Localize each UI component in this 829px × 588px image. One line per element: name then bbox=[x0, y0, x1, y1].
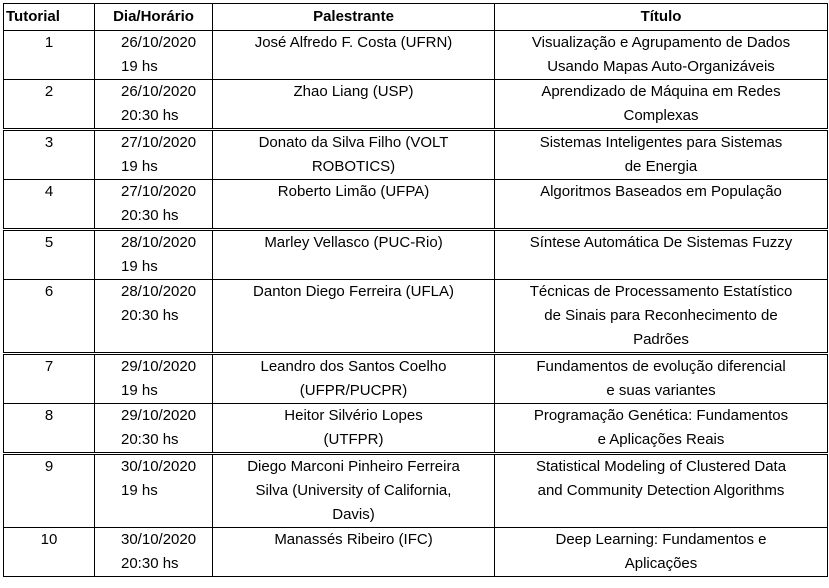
date-time-cell bbox=[95, 280, 213, 354]
title-cell bbox=[495, 180, 828, 230]
title-line: Síntese Automática De Sistemas Fuzzy bbox=[529, 234, 793, 251]
time-text: 19 hs bbox=[121, 382, 158, 399]
title-line: de Sinais para Reconhecimento de bbox=[544, 307, 778, 324]
speaker-line: Roberto Limão (UFPA) bbox=[277, 183, 430, 200]
speaker-cell bbox=[213, 80, 495, 130]
date-text: 30/10/2020 bbox=[121, 531, 197, 548]
table-row bbox=[4, 454, 828, 528]
speaker-line: Zhao Liang (USP) bbox=[293, 83, 414, 100]
tutorial-number-cell bbox=[4, 80, 95, 130]
date-text: 26/10/2020 bbox=[121, 34, 197, 51]
tutorial-number: 6 bbox=[44, 283, 54, 300]
speaker-cell bbox=[213, 130, 495, 180]
header-speaker: Palestrante bbox=[213, 4, 495, 31]
header-row bbox=[4, 4, 828, 31]
time-text: 20:30 hs bbox=[121, 431, 179, 448]
date-text: 27/10/2020 bbox=[121, 183, 197, 200]
time-text: 20:30 hs bbox=[121, 207, 179, 224]
table-row bbox=[4, 31, 828, 80]
speaker-cell bbox=[213, 454, 495, 528]
date-time-cell bbox=[95, 230, 213, 280]
title-cell bbox=[495, 454, 828, 528]
speaker-line: Donato da Silva Filho (VOLT bbox=[258, 134, 449, 151]
title-line: Complexas bbox=[623, 107, 699, 124]
speaker-cell bbox=[213, 230, 495, 280]
table-row bbox=[4, 280, 828, 354]
title-line: and Community Detection Algorithms bbox=[537, 482, 785, 499]
title-line: Algoritmos Baseados em População bbox=[540, 183, 782, 200]
title-line: Aprendizado de Máquina em Redes bbox=[541, 83, 781, 100]
date-time-cell bbox=[95, 354, 213, 404]
title-line: e Aplicações Reais bbox=[597, 431, 725, 448]
tutorial-number-cell bbox=[4, 528, 95, 577]
speaker-cell bbox=[213, 180, 495, 230]
title-cell bbox=[495, 404, 828, 454]
speaker-line: Manassés Ribeiro (IFC) bbox=[274, 531, 433, 548]
title-line: Padrões bbox=[633, 331, 689, 348]
speaker-cell bbox=[213, 280, 495, 354]
speaker-line: Danton Diego Ferreira (UFLA) bbox=[253, 283, 454, 300]
date-text: 28/10/2020 bbox=[121, 234, 197, 251]
title-line: Programação Genética: Fundamentos bbox=[533, 407, 789, 424]
date-time-cell bbox=[95, 80, 213, 130]
tutorial-number-cell bbox=[4, 31, 95, 80]
tutorial-number: 7 bbox=[44, 358, 54, 375]
table-row bbox=[4, 180, 828, 230]
tutorial-number-cell bbox=[4, 354, 95, 404]
tutorial-number: 3 bbox=[44, 134, 54, 151]
time-text: 19 hs bbox=[121, 58, 158, 75]
time-text: 19 hs bbox=[121, 258, 158, 275]
header-date-time: Dia/Horário bbox=[95, 4, 213, 31]
speaker-line: (UTFPR) bbox=[323, 431, 384, 448]
table-row bbox=[4, 230, 828, 280]
date-text: 28/10/2020 bbox=[121, 283, 197, 300]
title-line: Usando Mapas Auto-Organizáveis bbox=[547, 58, 775, 75]
tutorial-number: 10 bbox=[40, 531, 58, 548]
speaker-line: José Alfredo F. Costa (UFRN) bbox=[254, 34, 453, 51]
time-text: 19 hs bbox=[121, 158, 158, 175]
speaker-line: (UFPR/PUCPR) bbox=[299, 382, 408, 399]
speaker-cell bbox=[213, 31, 495, 80]
speaker-cell bbox=[213, 404, 495, 454]
title-cell bbox=[495, 528, 828, 577]
title-line: e suas variantes bbox=[606, 382, 716, 399]
tutorial-number-cell bbox=[4, 230, 95, 280]
speaker-line: Leandro dos Santos Coelho bbox=[260, 358, 447, 375]
date-time-cell bbox=[95, 180, 213, 230]
tutorial-number-cell bbox=[4, 404, 95, 454]
title-line: Statistical Modeling of Clustered Data bbox=[535, 458, 787, 475]
title-cell bbox=[495, 31, 828, 80]
tutorial-number: 1 bbox=[44, 34, 54, 51]
date-time-cell bbox=[95, 454, 213, 528]
table-row bbox=[4, 354, 828, 404]
time-text: 19 hs bbox=[121, 482, 158, 499]
time-text: 20:30 hs bbox=[121, 555, 179, 572]
title-line: de Energia bbox=[624, 158, 698, 175]
tutorial-number: 9 bbox=[44, 458, 54, 475]
speaker-line: Heitor Silvério Lopes bbox=[284, 407, 423, 424]
tutorial-number-cell bbox=[4, 454, 95, 528]
table-row bbox=[4, 80, 828, 130]
date-time-cell bbox=[95, 31, 213, 80]
table-body bbox=[4, 31, 828, 577]
tutorial-number-cell bbox=[4, 280, 95, 354]
speaker-line: Silva (University of California, bbox=[255, 482, 452, 499]
date-time-cell bbox=[95, 528, 213, 577]
speaker-cell bbox=[213, 528, 495, 577]
tutorial-number-cell bbox=[4, 130, 95, 180]
table-row bbox=[4, 404, 828, 454]
time-text: 20:30 hs bbox=[121, 107, 179, 124]
title-cell bbox=[495, 230, 828, 280]
title-line: Fundamentos de evolução diferencial bbox=[536, 358, 786, 375]
title-line: Visualização e Agrupamento de Dados bbox=[531, 34, 791, 51]
table-row bbox=[4, 130, 828, 180]
speaker-line: Marley Vellasco (PUC-Rio) bbox=[264, 234, 443, 251]
tutorial-number: 8 bbox=[44, 407, 54, 424]
table-row bbox=[4, 528, 828, 577]
title-line: Aplicações bbox=[624, 555, 698, 572]
time-text: 20:30 hs bbox=[121, 307, 179, 324]
date-time-cell bbox=[95, 130, 213, 180]
title-line: Técnicas de Processamento Estatístico bbox=[529, 283, 793, 300]
speaker-cell bbox=[213, 354, 495, 404]
speaker-line: Davis) bbox=[332, 506, 375, 523]
date-text: 30/10/2020 bbox=[121, 458, 197, 475]
tutorial-number: 2 bbox=[44, 83, 54, 100]
speaker-line: ROBOTICS) bbox=[311, 158, 396, 175]
title-line: Sistemas Inteligentes para Sistemas bbox=[539, 134, 783, 151]
tutorial-number-cell bbox=[4, 180, 95, 230]
date-text: 29/10/2020 bbox=[121, 407, 197, 424]
title-cell bbox=[495, 280, 828, 354]
date-text: 27/10/2020 bbox=[121, 134, 197, 151]
header-tutorial: Tutorial bbox=[4, 4, 95, 31]
date-text: 26/10/2020 bbox=[121, 83, 197, 100]
title-line: Deep Learning: Fundamentos e bbox=[555, 531, 767, 548]
tutorial-schedule-table bbox=[3, 3, 828, 577]
tutorial-number: 4 bbox=[44, 183, 54, 200]
date-text: 29/10/2020 bbox=[121, 358, 197, 375]
title-cell bbox=[495, 80, 828, 130]
tutorial-number: 5 bbox=[44, 234, 54, 251]
title-cell bbox=[495, 354, 828, 404]
speaker-line: Diego Marconi Pinheiro Ferreira bbox=[247, 458, 460, 475]
date-time-cell bbox=[95, 404, 213, 454]
header-title: Título bbox=[495, 4, 828, 31]
title-cell bbox=[495, 130, 828, 180]
